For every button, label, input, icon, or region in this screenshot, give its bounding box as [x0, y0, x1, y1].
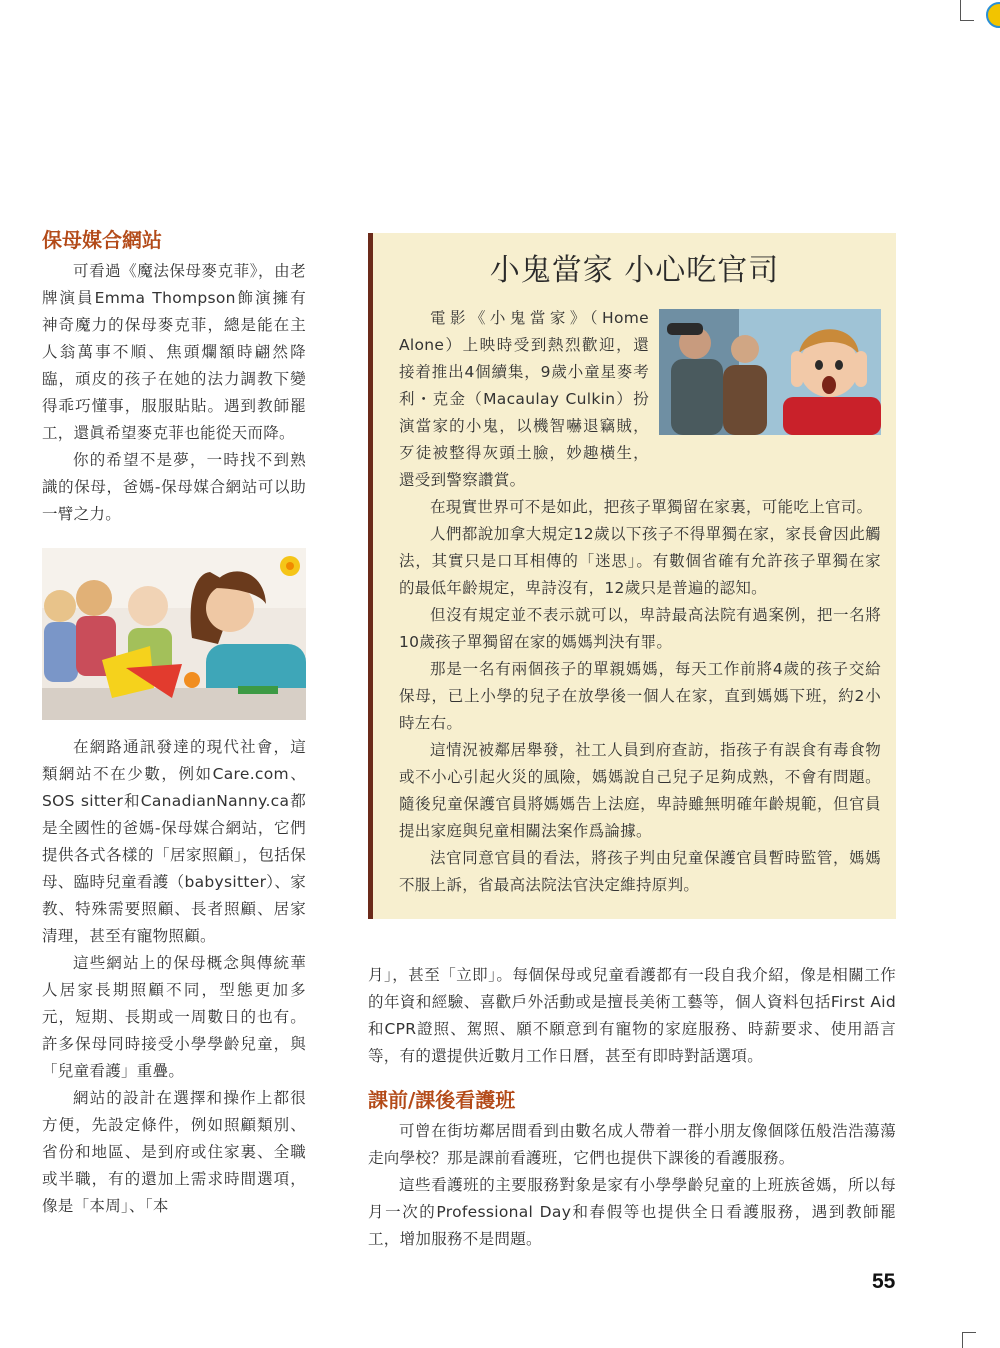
crop-mark-top-h — [960, 20, 974, 21]
sidebar-paragraph: 法官同意官員的看法，將孩子判由兒童保護官員暫時監管，媽媽不服上訴，省最高法院法官決定維持原判。 — [399, 849, 881, 894]
section-heading-daycare: 課前/課後看護班 — [368, 1088, 516, 1112]
paragraph: 可看過《魔法保母麥克菲》，由老牌演員Emma Thompson飾演擁有神奇魔力的保母麥克菲，總是能在主人翁萬事不順、焦頭爛額時翩然降臨，頑皮的孩子在她的法力調教下變得乖巧懂事，服服貼貼。遇到教師罷工，還眞希望麥克菲也能從天而降。 — [42, 262, 306, 442]
sidebar-paragraph: 人們都說加拿大規定12歲以下孩子不得單獨在家，家長會因此觸法，其實只是口耳相傳的「迷思」。有數個省確有允許孩子單獨在家的最低年齡規定，卑詩沒有，12歲只是普遍的認知。 — [399, 525, 881, 597]
right-column — [368, 962, 896, 1253]
nanny-children-photo — [42, 548, 306, 720]
paragraph: 這些網站上的保母概念與傳統華人居家長期照顧不同，型態更加多元，短期、長期或一周數日的也有。許多保母同時接受小學學齡兒童，與「兒童看護」重疊。 — [42, 954, 306, 1080]
crop-mark-bottom-h — [962, 1332, 976, 1333]
sidebar-paragraph: 但沒有規定並不表示就可以，卑詩最高法院有過案例，把一名將10歲孩子單獨留在家的媽媽判決有罪。 — [399, 606, 881, 651]
sidebar-body — [399, 305, 881, 899]
sidebar-title: 小鬼當家 小心吃官司 — [489, 253, 780, 288]
paragraph: 這些看護班的主要服務對象是家有小學學齡兒童的上班族爸媽，所以每月一次的Professional Day和春假等也提供全日看護服務，遇到教師罷工，增加服務不是問題。 — [368, 1176, 896, 1248]
sidebar-paragraph: 電影《小鬼當家》（Home Alone）上映時受到熱烈歡迎，還接着推出4個續集，9歲小童星麥考利・克金（Macaulay Culkin）扮演當家的小鬼，以機智嚇退竊賊，歹徒被整得灰頭土臉，妙趣橫生，還受到警察讚賞。 — [399, 309, 649, 489]
sidebar-paragraph: 那是一名有兩個孩子的單親媽媽，每天工作前將4歲的孩子交給保母，已上小學的兒子在放學後一個人在家，直到媽媽下班，約2小時左右。 — [399, 660, 881, 732]
paragraph: 你的希望不是夢，一時找不到熟識的保母，爸媽-保母媒合網站可以助一臂之力。 — [42, 451, 306, 523]
section-heading-nanny-sites: 保母媒合網站 — [42, 228, 162, 252]
home-alone-photo — [659, 309, 881, 435]
paragraph: 網站的設計在選擇和操作上都很方便，先設定條件，例如照顧類別、省份和地區、是到府或住家裏、全職或半職，有的還加上需求時間選項，像是「本周」、「本 — [42, 1089, 306, 1215]
crop-mark-top — [960, 0, 961, 20]
registration-mark — [986, 2, 1000, 28]
paragraph: 可曾在街坊鄰居間看到由數名成人帶着一群小朋友像個隊伍般浩浩蕩蕩走向學校？那是課前看護班，它們也提供下課後的看護服務。 — [368, 1122, 896, 1167]
sidebar-paragraph: 在現實世界可不是如此，把孩子單獨留在家裏，可能吃上官司。 — [430, 498, 873, 516]
paragraph: 在網路通訊發達的現代社會，這類網站不在少數，例如Care.com、SOS sitter和CanadianNanny.ca都是全國性的爸媽-保母媒合網站，它們提供各式各樣的「居家照顧」，包括保母、臨時兒童看護（babysitter）、家教、特殊需要照顧、長者照顧、居家清理，甚至有寵物照顧。 — [42, 738, 306, 945]
crop-mark-bottom — [962, 1332, 963, 1348]
page-number: 55 — [872, 1270, 896, 1293]
paragraph-continuation: 月」，甚至「立即」。每個保母或兒童看護都有一段自我介紹，像是相關工作的年資和經驗、喜歡戶外活動或是擅長美術工藝等，個人資料包括First Aid和CPR證照、駕照、願不願意到有寵物的家庭服務、時薪要求、使用語言等，有的還提供近數月工作日曆，甚至有即時對話選項。 — [368, 966, 896, 1065]
left-column — [42, 226, 306, 1220]
sidebar-box — [368, 233, 896, 919]
sidebar-paragraph: 這情況被鄰居舉發，社工人員到府查訪，指孩子有誤食有毒食物或不小心引起火災的風險，媽媽說自己兒子足夠成熟，不會有問題。隨後兒童保護官員將媽媽告上法庭，卑詩雖無明確年齡規範，但官員提出家庭與兒童相關法案作爲論據。 — [399, 741, 881, 840]
